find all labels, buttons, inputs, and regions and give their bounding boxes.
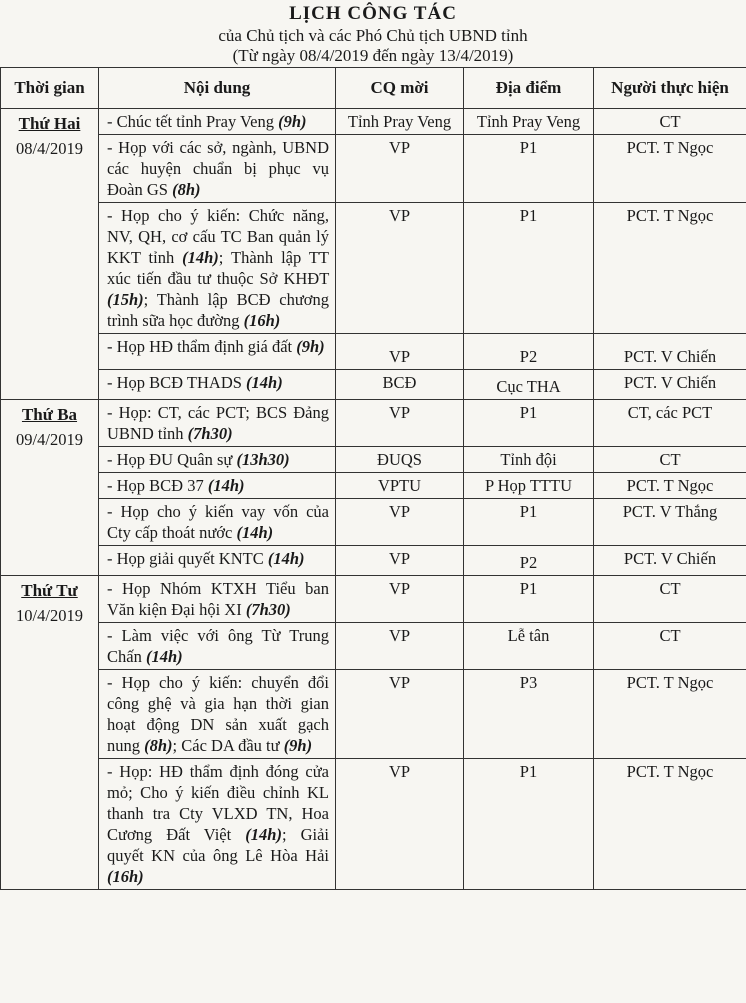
table-row bbox=[1, 576, 746, 623]
day-date: 09/4/2019 bbox=[16, 430, 83, 449]
location-cell: Tỉnh Pray Veng bbox=[464, 109, 594, 135]
content-cell bbox=[99, 670, 336, 759]
person-cell: CT bbox=[594, 576, 746, 623]
content-time: (8h) bbox=[144, 736, 173, 755]
location-cell: P Họp TTTU bbox=[464, 473, 594, 499]
schedule-table bbox=[0, 67, 746, 890]
person-cell: CT bbox=[594, 109, 746, 135]
content-text: - Họp giải quyết KNTC bbox=[107, 549, 264, 568]
content-text: - Họp: CT, các PCT; BCS Đảng UBND tỉnh bbox=[107, 403, 329, 443]
table-row bbox=[1, 334, 746, 370]
col-header-inviter: CQ mời bbox=[336, 68, 464, 109]
inviter-cell: VP bbox=[336, 759, 464, 890]
table-row bbox=[1, 400, 746, 447]
person-cell: PCT. T Ngọc bbox=[594, 759, 746, 890]
person-cell: CT bbox=[594, 447, 746, 473]
content-time: (14h) bbox=[145, 647, 183, 666]
content-time: (8h) bbox=[172, 180, 201, 199]
table-row bbox=[1, 499, 746, 546]
inviter-cell: VP bbox=[336, 546, 464, 576]
content-text: - Họp HĐ thẩm định giá đất bbox=[107, 337, 293, 356]
content-text: - Họp BCĐ THADS bbox=[107, 373, 242, 392]
table-row bbox=[1, 135, 746, 203]
day-name: Thứ Ba bbox=[21, 405, 78, 424]
content-cell bbox=[99, 759, 336, 890]
content-cell bbox=[99, 334, 336, 370]
col-header-content: Nội dung bbox=[99, 68, 336, 109]
person-cell: PCT. V Chiến bbox=[594, 334, 746, 370]
content-time: (7h30) bbox=[245, 600, 291, 619]
location-cell: P1 bbox=[464, 576, 594, 623]
col-header-time: Thời gian bbox=[1, 68, 99, 109]
location-cell: P2 bbox=[464, 334, 594, 370]
content-cell bbox=[99, 576, 336, 623]
content-text: - Họp cho ý kiến: Chức năng, NV, QH, cơ cấu TC Ban quản lý KKT tỉnh bbox=[107, 206, 329, 267]
table-row bbox=[1, 546, 746, 576]
inviter-cell: VP bbox=[336, 400, 464, 447]
document-date-range: (Từ ngày 08/4/2019 đến ngày 13/4/2019) bbox=[232, 46, 514, 65]
inviter-cell: BCĐ bbox=[336, 370, 464, 400]
table-row bbox=[1, 473, 746, 499]
person-cell: PCT. T Ngọc bbox=[594, 135, 746, 203]
day-date: 08/4/2019 bbox=[16, 139, 83, 158]
col-header-location: Địa điểm bbox=[464, 68, 594, 109]
inviter-cell: VP bbox=[336, 623, 464, 670]
content-text: - Họp với các sở, ngành, UBND các huyện chuẩn bị phục vụ Đoàn GS bbox=[107, 138, 329, 199]
content-time: (16h) bbox=[243, 311, 281, 330]
inviter-cell: VP bbox=[336, 576, 464, 623]
person-cell: PCT. V Thắng bbox=[594, 499, 746, 546]
table-row bbox=[1, 370, 746, 400]
inviter-cell: ĐUQS bbox=[336, 447, 464, 473]
content-time: (16h) bbox=[107, 867, 144, 886]
content-text: - Làm việc với ông Từ Trung Chấn bbox=[107, 626, 329, 666]
person-cell: CT bbox=[594, 623, 746, 670]
content-cell bbox=[99, 447, 336, 473]
content-text: ; Giải quyết KN của ông Lê Hòa Hải bbox=[107, 825, 329, 865]
content-cell bbox=[99, 473, 336, 499]
content-text: - Họp: HĐ thẩm định đóng cửa mỏ; Cho ý kiến điều chỉnh KL thanh tra Cty VLXD TN, Hoa Cương Đất Việt bbox=[107, 762, 329, 844]
table-row bbox=[1, 623, 746, 670]
content-text: - Họp cho ý kiến vay vốn của Cty cấp thoát nước bbox=[107, 502, 329, 542]
table-row bbox=[1, 447, 746, 473]
content-time: (14h) bbox=[236, 523, 274, 542]
location-cell: P3 bbox=[464, 670, 594, 759]
content-time: (14h) bbox=[246, 373, 283, 392]
location-cell: P2 bbox=[464, 546, 594, 576]
content-text: ; Thành lập BCĐ chương trình sữa học đường bbox=[107, 290, 329, 330]
person-cell: PCT. T Ngọc bbox=[594, 203, 746, 334]
person-cell: PCT. V Chiến bbox=[594, 546, 746, 576]
content-cell bbox=[99, 370, 336, 400]
content-text: - Họp BCĐ 37 bbox=[107, 476, 204, 495]
content-time: (14h) bbox=[245, 825, 282, 844]
content-time: (9h) bbox=[278, 112, 307, 131]
table-row bbox=[1, 203, 746, 334]
inviter-cell: Tỉnh Pray Veng bbox=[336, 109, 464, 135]
inviter-cell: VP bbox=[336, 670, 464, 759]
location-cell: P1 bbox=[464, 499, 594, 546]
content-text: - Họp cho ý kiến: chuyển đổi công ghệ và gia hạn thời gian hoạt động DN sản xuất gạch nung bbox=[107, 673, 329, 755]
document-header bbox=[0, 0, 746, 66]
content-time: (14h) bbox=[182, 248, 219, 267]
day-cell-wednesday bbox=[1, 576, 99, 890]
content-cell bbox=[99, 203, 336, 334]
table-row bbox=[1, 109, 746, 135]
inviter-cell: VP bbox=[336, 334, 464, 370]
content-cell bbox=[99, 499, 336, 546]
person-cell: PCT. T Ngọc bbox=[594, 670, 746, 759]
inviter-cell: VP bbox=[336, 135, 464, 203]
content-time: (13h30) bbox=[236, 450, 290, 469]
day-name: Thứ Hai bbox=[18, 114, 81, 133]
col-header-person: Người thực hiện bbox=[594, 68, 746, 109]
location-cell: P1 bbox=[464, 400, 594, 447]
inviter-cell: VPTU bbox=[336, 473, 464, 499]
content-cell bbox=[99, 400, 336, 447]
day-name: Thứ Tư bbox=[21, 581, 78, 600]
content-text: - Họp Nhóm KTXH Tiểu ban Văn kiện Đại hội XI bbox=[107, 579, 329, 619]
location-cell: Cục THA bbox=[464, 370, 594, 400]
location-cell: P1 bbox=[464, 759, 594, 890]
content-time: (15h) bbox=[107, 290, 144, 309]
location-cell: Tỉnh đội bbox=[464, 447, 594, 473]
content-time: (14h) bbox=[267, 549, 305, 568]
table-row bbox=[1, 670, 746, 759]
inviter-cell: VP bbox=[336, 499, 464, 546]
day-cell-tuesday bbox=[1, 400, 99, 576]
content-time: (9h) bbox=[283, 736, 313, 755]
document-title: LỊCH CÔNG TÁC bbox=[289, 3, 457, 24]
content-cell bbox=[99, 546, 336, 576]
day-cell-monday bbox=[1, 109, 99, 400]
day-date: 10/4/2019 bbox=[16, 606, 83, 625]
person-cell: CT, các PCT bbox=[594, 400, 746, 447]
content-time: (9h) bbox=[296, 337, 325, 356]
inviter-cell: VP bbox=[336, 203, 464, 334]
content-text: ; Các DA đầu tư bbox=[172, 736, 280, 755]
content-time: (7h30) bbox=[187, 424, 233, 443]
content-text: ; Thành lập TT xúc tiến đầu tư thuộc Sở KHĐT bbox=[107, 248, 329, 288]
content-cell bbox=[99, 623, 336, 670]
person-cell: PCT. T Ngọc bbox=[594, 473, 746, 499]
table-row bbox=[1, 759, 746, 890]
content-text: - Họp ĐU Quân sự bbox=[107, 450, 233, 469]
content-text: - Chúc tết tỉnh Pray Veng bbox=[107, 112, 274, 131]
table-header-row bbox=[1, 68, 746, 109]
content-cell bbox=[99, 135, 336, 203]
location-cell: P1 bbox=[464, 203, 594, 334]
content-cell bbox=[99, 109, 336, 135]
person-cell: PCT. V Chiến bbox=[594, 370, 746, 400]
location-cell: P1 bbox=[464, 135, 594, 203]
document-subtitle: của Chủ tịch và các Phó Chủ tịch UBND tỉnh bbox=[218, 26, 528, 45]
content-time: (14h) bbox=[207, 476, 245, 495]
location-cell: Lễ tân bbox=[464, 623, 594, 670]
